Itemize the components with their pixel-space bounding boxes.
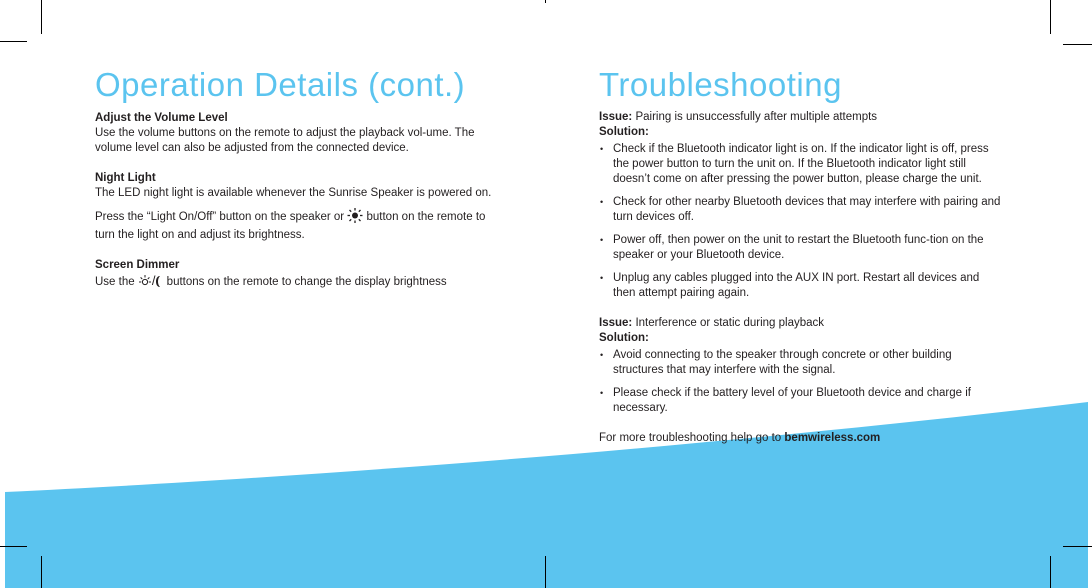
list-item: • Please check if the battery level of your Bluetooth device and charge if necessary. <box>599 386 1004 416</box>
volume-paragraph: Use the volume buttons on the remote to adjust the playback vol-ume. The volume level can also be adjusted from the connected device. <box>95 127 475 154</box>
list-item: • Check for other nearby Bluetooth devices that may interfere with pairing and turn devices off. <box>599 195 1004 225</box>
night-light-paragraph-2 <box>95 208 495 243</box>
footer-help-line <box>599 431 1004 446</box>
crop-mark <box>0 41 27 42</box>
night-light-paragraph-1: The LED night light is available whenever the Sunrise Speaker is powered on. <box>95 187 492 199</box>
crop-mark <box>1050 0 1051 34</box>
solution-list-1 <box>599 142 1004 301</box>
list-item: • Avoid connecting to the speaker through concrete or other building structures that may interfere with the signal. <box>599 348 1004 378</box>
crop-mark <box>1050 556 1051 588</box>
list-item: • Check if the Bluetooth indicator light is on. If the indicator light is off, press the power button to turn the unit on. If the Bluetooth indicator light still doesn’t come on after pressing the power button, please charge the unit. <box>599 142 1004 187</box>
night-light-text-after: button on the remote to turn the light on and adjust its brightness. <box>95 211 486 241</box>
sun-icon <box>347 208 363 228</box>
support-link[interactable]: bemwireless.com <box>784 432 881 444</box>
crop-mark <box>41 556 42 588</box>
solution-list-2 <box>599 348 1004 416</box>
night-light-text-before: Press the “Light On/Off” button on the speaker or <box>95 211 345 223</box>
crop-mark <box>1063 546 1092 547</box>
troubleshooting-column <box>599 66 1004 446</box>
troubleshooting-title: Troubleshooting <box>599 66 842 103</box>
issue-1-line <box>599 110 1004 125</box>
crop-mark <box>0 546 27 547</box>
issue-1-text: Pairing is unsuccessfully after multiple attempts <box>635 111 878 123</box>
section-heading-volume: Adjust the Volume Level <box>95 112 228 124</box>
moon-icon <box>155 275 163 293</box>
screen-dimmer-paragraph: Use the / buttons on the remote to change the display brightness <box>95 273 495 293</box>
footer-help-text: For more troubleshooting help go to <box>599 432 782 444</box>
crop-mark <box>1063 44 1092 45</box>
issue-2-line <box>599 316 1004 331</box>
crop-mark <box>41 0 42 34</box>
list-item: • Power off, then power on the unit to restart the Bluetooth func-tion on the speaker or your Bluetooth device. <box>599 233 1004 263</box>
solution-label: Solution: <box>599 332 649 344</box>
sun-outline-icon <box>138 274 152 293</box>
issue-label: Issue: <box>599 317 633 329</box>
crop-mark <box>545 0 546 3</box>
crop-mark <box>545 556 546 588</box>
issue-2-text: Interference or static during playback <box>635 317 825 329</box>
issue-label: Issue: <box>599 111 633 123</box>
section-heading-night-light: Night Light <box>95 172 156 184</box>
list-item: • Unplug any cables plugged into the AUX IN port. Restart all devices and then attempt pairing again. <box>599 271 1004 301</box>
solution-label: Solution: <box>599 126 649 138</box>
screen-dimmer-text-before: Use the <box>95 276 135 288</box>
operation-details-column <box>95 66 495 293</box>
page-title: Operation Details (cont.) <box>95 66 466 103</box>
section-heading-screen-dimmer: Screen Dimmer <box>95 259 180 271</box>
screen-dimmer-text-after: buttons on the remote to change the display brightness <box>166 276 447 288</box>
